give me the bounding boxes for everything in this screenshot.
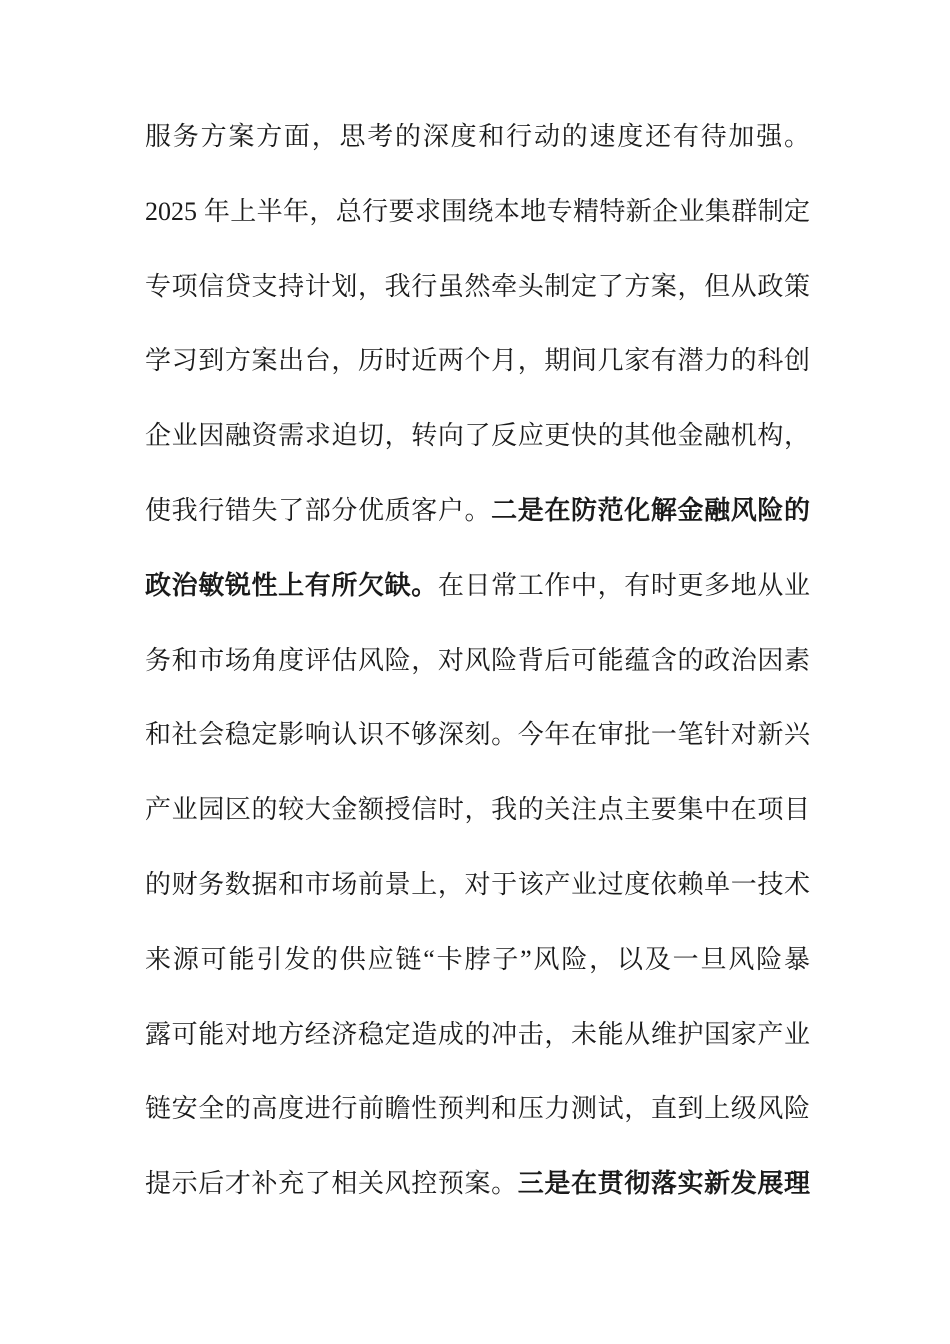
text-line-12: [145, 923, 810, 998]
text-line-10: [145, 773, 810, 848]
text-line-9: [145, 698, 810, 773]
text-line-1: [145, 100, 810, 175]
line-segment: 和社会稳定影响认识不够深刻。今年在审批一笔针对新兴: [145, 720, 810, 750]
text-line-8: [145, 624, 810, 699]
line-segment: 露可能对地方经济稳定造成的冲击，未能从维护国家产业: [145, 1019, 810, 1049]
line-segment-bold: 二是在防范化解金融风险的: [491, 495, 810, 525]
text-line-4: [145, 324, 810, 399]
line-segment: 务和市场角度评估风险，对风险背后可能蕴含的政治因素: [145, 645, 810, 675]
line-segment-bold: 三是在贯彻落实新发展理: [517, 1169, 810, 1199]
line-segment: 来源可能引发的供应链“卡脖子”风险，以及一旦风险暴: [145, 944, 810, 974]
text-line-7: [145, 549, 810, 624]
line-segment: 链安全的高度进行前瞻性预判和压力测试，直到上级风险: [145, 1094, 810, 1124]
line-segment: 专项信贷支持计划，我行虽然牵头制定了方案，但从政策: [145, 271, 810, 301]
line-segment: 产业园区的较大金额授信时，我的关注点主要集中在项目: [145, 795, 810, 825]
line-segment: 使我行错失了部分优质客户。: [145, 495, 492, 525]
line-segment: 的财务数据和市场前景上，对于该产业过度依赖单一技术: [145, 869, 810, 899]
line-segment: 2025 年上半年，总行要求围绕本地专精特新企业集群制定: [145, 196, 810, 226]
text-line-14: [145, 1072, 810, 1147]
line-segment: 在日常工作中，有时更多地从业: [437, 570, 810, 600]
document-text-block: [145, 100, 810, 1222]
line-segment-bold: 政治敏锐性上有所欠缺。: [145, 570, 438, 600]
text-line-2: [145, 175, 810, 250]
line-segment: 提示后才补充了相关风控预案。: [145, 1169, 518, 1199]
text-line-5: [145, 399, 810, 474]
line-segment: 学习到方案出台，历时近两个月，期间几家有潜力的科创: [145, 346, 810, 376]
text-line-11: [145, 848, 810, 923]
text-line-6: [145, 474, 810, 549]
line-segment: 企业因融资需求迫切，转向了反应更快的其他金融机构，: [145, 421, 810, 451]
text-line-13: [145, 998, 810, 1073]
line-segment: 服务方案方面，思考的深度和行动的速度还有待加强。: [145, 122, 810, 151]
text-line-15: [145, 1147, 810, 1222]
text-line-3: [145, 250, 810, 325]
